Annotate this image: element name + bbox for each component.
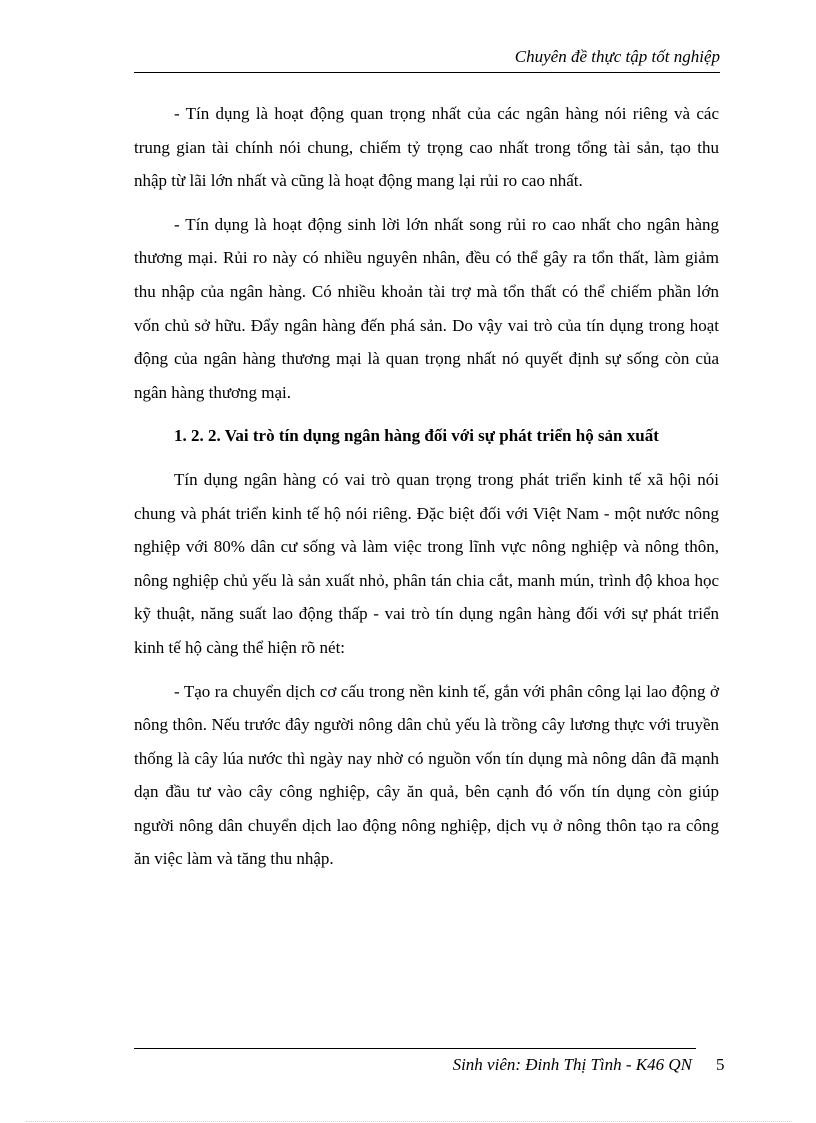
section-heading: 1. 2. 2. Vai trò tín dụng ngân hàng đối với sự phát triển hộ sản xuất <box>174 426 659 446</box>
page-number: 5 <box>716 1055 725 1074</box>
paragraph-economic-restructuring: - Tạo ra chuyển dịch cơ cấu trong nền kinh tế, gắn với phân công lại lao động ở nông thôn. Nếu trước đây người nông dân chủ yếu là trồng cây lương thực với truyền thống là cây lúa nước thì ngày nay nhờ có nguồn vốn tín dụng mà nông dân đã mạnh dạn đầu tư vào cây công nghiệp, cây ăn quả, bên cạnh đó vốn tín dụng còn giúp người nông dân chuyển dịch lao động nông nghiệp, dịch vụ ở nông thôn tạo ra công ăn việc làm và tăng thu nhập. <box>134 681 719 869</box>
footer-student-name: Sinh viên: Đinh Thị Tình - K46 QN <box>452 1055 692 1074</box>
paragraph-credit-risk: - Tín dụng là hoạt động sinh lời lớn nhất song rủi ro cao nhất cho ngân hàng thương mại. Rủi ro này có nhiều nguyên nhân, đều có thể gây ra tổn thất, làm giảm thu nhập của ngân hàng. Có nhiều khoản tài trợ mà tổn thất có thể chiếm phần lớn vốn chủ sở hữu. Đẩy ngân hàng đến phá sản. Do vậy vai trò của tín dụng trong hoạt động của ngân hàng thương mại là quan trọng nhất nó quyết định sự sống còn của ngân hàng thương mại. <box>134 214 719 402</box>
paragraph-credit-importance: - Tín dụng là hoạt động quan trọng nhất của các ngân hàng nói riêng và các trung gian tài chính nói chung, chiếm tỷ trọng cao nhất trong tổng tài sản, tạo thu nhập từ lãi lớn nhất và cũng là hoạt động mang lại rủi ro cao nhất. <box>134 104 719 191</box>
paragraph-credit-role: Tín dụng ngân hàng có vai trò quan trọng trong phát triển kinh tế xã hội nói chung và phát triển kinh tế hộ nói riêng. Đặc biệt đối với Việt Nam - một nước nông nghiệp với 80% dân cư sống và làm việc trong lĩnh vực nông nghiệp và nông thôn, nông nghiệp chủ yếu là sản xuất nhỏ, phân tán chia cắt, manh mún, trình độ khoa học kỹ thuật, năng suất lao động thấp - vai trò tín dụng ngân hàng đối với sự phát triển kinh tế hộ càng thể hiện rõ nét: <box>134 469 719 657</box>
page-bottom-border <box>26 1121 792 1122</box>
document-body <box>134 97 719 886</box>
footer-rule <box>134 1048 696 1049</box>
page-header-title: Chuyên đề thực tập tốt nghiệp <box>514 47 720 66</box>
header-rule <box>134 72 720 73</box>
